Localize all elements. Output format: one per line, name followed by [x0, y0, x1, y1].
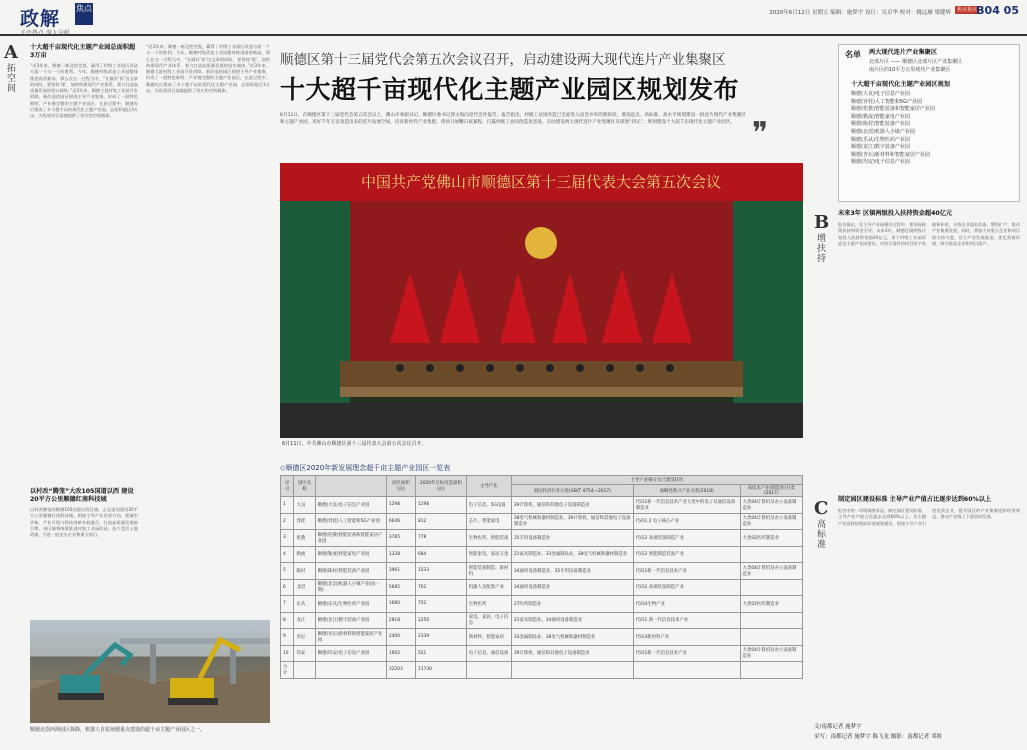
list-item: 顺德(大良)电子信息产业园: [851, 91, 910, 97]
table-cell: 1328: [386, 546, 415, 563]
congress-stage: [280, 163, 803, 438]
table-cell: [294, 662, 315, 679]
table-cell: 大类02医药制造业: [740, 530, 802, 547]
section-letter: C: [814, 498, 829, 519]
list2-title: 十大超千亩现代化主题产业园区规划: [851, 81, 950, 88]
table-cell: 代码2 高端装备制造产业: [633, 530, 740, 547]
page-tag: 焦点视点: [956, 7, 977, 13]
section-body: 报告中的一项明确要求是，制定园区建设标准，主导产业产值占比逐步达到60%以上。各主题产业园将按照高标准规划建设，围绕主导产业引进优质企业，提升园区的产业集聚度和经济效益，推动产业链上下游协同发展。: [838, 508, 1020, 526]
page-title: 十大超千亩现代化主题产业园区规划发布: [280, 75, 740, 104]
bridge-caption: 顺德北滘西海园区拆除，机器人自装场德重点建设的超千亩主题产业园区之一。: [30, 727, 206, 733]
list-item: 顺德(伦教)智能装备和智能家居产业园: [851, 106, 935, 113]
masthead: [0, 0, 1027, 36]
list1: [869, 59, 962, 74]
table-total-row: [281, 662, 803, 679]
list1-title: 两大现代连片产业集聚区: [869, 49, 938, 56]
table-body: [281, 497, 803, 679]
list-item: 顺德(均安)电子信息产业园: [851, 159, 910, 166]
name-list-box: [838, 44, 1020, 202]
list-item: 顺德(乐从)生物医药产业园: [851, 136, 910, 143]
table-cell: 10: [281, 645, 294, 662]
table-row: [281, 612, 803, 629]
table-cell: 伦教: [294, 530, 315, 547]
table-row: [281, 629, 803, 646]
excavator-scene: [30, 620, 270, 723]
table-cell: 生物医药、智能装备: [466, 530, 511, 547]
table-cell: 机器人及配套产业: [466, 579, 511, 596]
section-letter: A: [4, 42, 18, 63]
table-cell: 代码1.2 电子核心产业: [633, 513, 740, 530]
table-cell: 5: [281, 563, 294, 580]
section-title: 十大超千亩现代化主题产业园总面积超3万亩: [30, 44, 136, 59]
table-cell: 大类04计算机及办公设备制造业: [740, 645, 802, 662]
congress-photo: [280, 163, 803, 438]
table-cell: 1298: [386, 497, 415, 514]
list2: [851, 91, 935, 167]
table-cell: 龙江: [294, 612, 315, 629]
col-header: 战略性新兴产业分类(2018): [633, 485, 740, 497]
table-cell: 33金属制品业、38电气机械和器材制造业: [511, 629, 633, 646]
table-cell: 752: [415, 596, 466, 613]
table-cell: 21家具制造业、34通用设备制造业: [511, 612, 633, 629]
col-header: 高技术产业(制造业)分类(2017): [740, 485, 802, 497]
section-body: 报告指出，在主导产业园建设过程中，要坚持政策扶持和资金引导。未来3年，顺德区镇两级计划投入扶持资金超40亿元，用于村级工业园改造及主题产业园建设，对符合条件的项目给予奖励和补贴，支持企业技术改造、增资扩产，推动产业集聚发展。同时，将加大对重点企业和项目的支持力度，设立产业发展基金，优化营商环境，吸引优质企业和项目落户。: [838, 222, 1020, 246]
table-cell: 新材料、智能家居: [466, 629, 511, 646]
table-cell: 勒流: [294, 546, 315, 563]
table-cell: [315, 662, 386, 679]
table-cell: 6: [281, 579, 294, 596]
table-cell: 4: [281, 546, 294, 563]
table-cell: [740, 662, 802, 679]
table-cell: 1602: [386, 645, 415, 662]
table-cell: 代码1新一代信息技术产业: [633, 645, 740, 662]
table-cell: 3785: [386, 530, 415, 547]
table-cell: 34通用设备制造业、35专用设备制造业: [511, 563, 633, 580]
table-cell: 38电气机械和器材制造业、39计算机、通信和其他电子设备制造业: [511, 513, 633, 530]
table-cell: 顺德(伦教)智能装备和智能家居产业园: [315, 530, 386, 547]
demolition-photo: [30, 620, 270, 723]
table-cell: 陈村: [294, 563, 315, 580]
section-b-marker: [814, 212, 834, 263]
table-cell: 芯片、智能家电: [466, 513, 511, 530]
table-cell: 2250: [415, 612, 466, 629]
table-cell: 代码1新一代信息技术产业大类中的电子及通信设备制造业: [633, 497, 740, 514]
table-cell: 代码3新材料产业: [633, 629, 740, 646]
table-cell: 778: [415, 530, 466, 547]
table-cell: 812: [415, 513, 466, 530]
lead-paragraph: 6月11日，在顺德区第十三届党代会第五次会议上，佛山市委副书记、顺德区委书记郭文海向党代会作报告，报告指出，村级工业园改造已全面进入攻坚并举的新阶段。要高起点、高标准、高水平规划建设一批连片现代产业集聚区和主题产业园，用好千年万亩改造出来的连片发展空间，培育新时代产业集群，将快马加鞭日夜兼程，打赢村级工业园改造攻坚战，启动建设两大现代连片产业集聚区及谋划“四正”，规划建设十大超千亩现代化主题产业园区。: [280, 113, 746, 126]
section-word: 高标准: [815, 519, 825, 549]
box-label: 名单: [845, 50, 861, 59]
list-item: 顺德(容桂)人工智能和5G产业园: [851, 98, 922, 105]
slogan: 关注热点 深入分析: [20, 30, 70, 37]
col-header: 园区名称: [294, 476, 315, 497]
writer-credit: 文/南都记者 施梦宇: [814, 724, 862, 730]
section-c: [838, 496, 1020, 708]
table-cell: 8: [281, 612, 294, 629]
table-cell: 2339: [415, 629, 466, 646]
list-item: 北部片区 —— 顺德区北部片区产业集聚区: [869, 59, 963, 65]
brand-badge: 焦点: [75, 3, 93, 25]
table-cell: 顺德(勒流)智能家电产业园: [315, 546, 386, 563]
table-cell: 杏坛: [294, 629, 315, 646]
table-cell: 顺德(杏坛)新材料和智能家居产业园: [315, 629, 386, 646]
table-row: [281, 530, 803, 547]
table-cell: 北滘: [294, 579, 315, 596]
col-header: 序号: [281, 476, 294, 497]
table-cell: 3: [281, 530, 294, 547]
table-cell: 11730: [415, 662, 466, 679]
table-cell: 6646: [386, 513, 415, 530]
date-line: 2020年6月12日 星期五 编辑：施梦宇 设计：吴卓华 校对：姚远雁 梁健辉: [769, 10, 951, 16]
section-b: [838, 210, 1020, 484]
table-cell: 5685: [386, 579, 415, 596]
table-cell: 7: [281, 596, 294, 613]
table-cell: 代码2 智能制造装备产业: [633, 546, 740, 563]
page-number: B04 05: [976, 4, 1019, 17]
table-cell: 2400: [386, 629, 415, 646]
table-cell: 1: [281, 497, 294, 514]
table-cell: 39计算机、通信和其他电子设备制造业: [511, 497, 633, 514]
table-cell: 电子信息、5G设备: [466, 497, 511, 514]
table-row: [281, 563, 803, 580]
table-row: [281, 596, 803, 613]
quote-mark-icon: ❞: [752, 116, 769, 151]
brand-logo: 政解: [20, 8, 61, 30]
table-cell: 智能家电、家居五金: [466, 546, 511, 563]
table-row: [281, 513, 803, 530]
col-header: 主导产业: [466, 476, 511, 497]
section-a: [30, 44, 138, 503]
list-item: 南片区的10平方公里现代产业集聚区: [869, 66, 951, 73]
table-cell: 35专用设备制造业: [511, 530, 633, 547]
section-body: “近3年来，顺德一栋没挖完瓷，赢得了村级工业园区改造方面一个又一个的胜利。今年，顺德村级改造工业园整体推进再创新高，那么在这一过程当中，“在做好‘拆’这文章的同时，要坚持‘建’，加快构建现代产业体系，着力打造高质量发展的坚实载体。”近3年来，顺德大批村级工业园开发拆除，新改造的园区围绕主导产业集聚，形成了一批特色鲜明、产业链完整的主题产业园区，在此过程中，顺德先后建成了多个超千亩的现代化主题产业园，总面积超过3万亩，为优质项目落地提供了坚实的空间载体。: [30, 63, 138, 119]
section-title: 未来3年 区镇两级投入扶持资金超40亿元: [838, 210, 953, 217]
table-cell: [511, 662, 633, 679]
table-cell: 21家具制造业、33金属制品业、38电气机械和器材制造业: [511, 546, 633, 563]
section-body: 以村改腾笼的顺德105国道以西区域，正在谋划建设20平方公里顺德红南科技城，围绕主导产业发展方向，把城市更新、产业升级与科技创新有机融合，打造高质量发展新引擎。该区域将统筹推进村级工业园改造，连片盘活土地资源，引进一批龙头企业和重大项目。: [30, 507, 138, 538]
list-item: 顺德(陈村)智能装备产业园: [851, 121, 910, 128]
table-cell: 顺德(均安)电子信息产业园: [315, 645, 386, 662]
section-a-col2: [146, 44, 270, 606]
table-title: ◇顺德区2020年新发展理念超千亩主题产业园区一览表: [280, 464, 451, 472]
table-cell: 容桂: [294, 513, 315, 530]
table-cell: 顺德(陈村)智能装备产业园: [315, 563, 386, 580]
table-cell: 3961: [386, 563, 415, 580]
table-cell: 762: [415, 579, 466, 596]
section-body: “近3年来，顺德一栋没挖完瓷，赢得了村级工业园区改造方面一个又一个的胜利。今年，顺德村级改造工业园整体推进再创新高，那么在这一过程当中，“在做好‘拆’这文章的同时，要坚持‘建’，加快构建现代产业体系，着力打造高质量发展的坚实载体。”近3年来，顺德大批村级工业园开发拆除，新改造的园区围绕主导产业集聚，形成了一批特色鲜明、产业链完整的主题产业园区，在此过程中，顺德先后建成了多个超千亩的现代化主题产业园，总面积超过3万亩，为优质项目落地提供了坚实的空间载体。: [146, 44, 270, 94]
section-a-marker: [4, 42, 24, 93]
table-cell: 1298: [415, 497, 466, 514]
headline: 顺德区第十三届党代会第五次会议召开，启动建设两大现代连片产业集聚区: [280, 52, 726, 68]
park-table-section: [280, 463, 803, 679]
table-cell: [633, 662, 740, 679]
table-cell: 生物医药: [466, 596, 511, 613]
table-cell: 大类04计算机及办公设备制造业: [740, 563, 802, 580]
section-a2: [30, 488, 138, 617]
section-word: 增扶持: [815, 233, 825, 263]
photo-banner: 中国共产党佛山市顺德区第十三届代表大会第五次会议: [360, 173, 722, 191]
table-row: [281, 579, 803, 596]
table-cell: 大类04计算机及办公设备制造业: [740, 513, 802, 530]
table-cell: 合计: [281, 662, 294, 679]
table-row: [281, 546, 803, 563]
group-header: 主导产业细分及已建设状况: [511, 476, 802, 485]
col-header: 国民经济行业分类(GB/T 4754—2017): [511, 485, 633, 497]
table-cell: 代码4生物产业: [633, 596, 740, 613]
table-cell: 电子信息、通信设备: [466, 645, 511, 662]
section-title: 以村改“腾笼”大改105国道以西 建设20平方公里顺德红南科技城: [30, 488, 134, 503]
table-cell: [740, 579, 802, 596]
col-header: [315, 476, 386, 497]
table-cell: 大类02医药制造业: [740, 596, 802, 613]
section-word: 拓空间: [5, 63, 15, 93]
table-cell: 顺德(大良)电子信息产业园: [315, 497, 386, 514]
table-cell: 代码2 高端装备制造产业: [633, 579, 740, 596]
list-item: 顺德(北滘)机器人小镇产业园: [851, 128, 915, 135]
section-title: 制定园区建设标准 主导产业产值占比逐步达到60%以上: [838, 496, 992, 503]
table-cell: 智能装备制造、新材料: [466, 563, 511, 580]
table-cell: [466, 662, 511, 679]
section-c-marker: [814, 498, 834, 549]
col-header: 园区面积(亩): [386, 476, 415, 497]
col-header: 2020年目标改造面积(亩): [415, 476, 466, 497]
list-item: 顺德(勒流)智能家电产业园: [851, 113, 910, 120]
table-cell: [740, 612, 802, 629]
table-cell: 34通用设备制造业: [511, 579, 633, 596]
table-row: [281, 645, 803, 662]
table-cell: 大良: [294, 497, 315, 514]
table-cell: 39计算机、通信和其他电子设备制造业: [511, 645, 633, 662]
table-cell: 代码1 新一代信息技术产业: [633, 612, 740, 629]
section-letter: B: [814, 212, 830, 233]
table-cell: 2: [281, 513, 294, 530]
table-cell: 521: [415, 645, 466, 662]
table-cell: 32203: [386, 662, 415, 679]
table-cell: 代码1新一代信息技术产业: [633, 563, 740, 580]
photo-caption: 6月11日，中共佛山市顺德区第十三届代表大会第五次会议召开。: [282, 441, 427, 447]
table-cell: 1533: [415, 563, 466, 580]
table-row: [281, 497, 803, 514]
list-item: 顺德(杏坛)新材料和智能家居产业园: [851, 151, 930, 158]
table-cell: 顺德(乐从)生物医药产业园: [315, 596, 386, 613]
table-cell: 乐从: [294, 596, 315, 613]
table-cell: 顺德(容桂)人工智能和5G产业园: [315, 513, 386, 530]
table-cell: 1680: [386, 596, 415, 613]
table-cell: 9: [281, 629, 294, 646]
editor-credit: 采写：南都记者 施梦宇 陈飞龙 摄影：南都记者 邓娇: [814, 734, 942, 740]
table-cell: [740, 546, 802, 563]
table-cell: 顺德(龙江)数字装备产业园: [315, 612, 386, 629]
table-cell: [740, 629, 802, 646]
park-table: [280, 475, 803, 679]
table-cell: 顺德(北滘)机器人小镇产业园(一期): [315, 579, 386, 596]
list-item: 顺德(龙江)数字装备产业园: [851, 144, 910, 151]
table-cell: 大类04计算机及办公设备制造业: [740, 497, 802, 514]
table-cell: 684: [415, 546, 466, 563]
table-cell: 均安: [294, 645, 315, 662]
table-cell: 2818: [386, 612, 415, 629]
table-cell: 27医药制造业: [511, 596, 633, 613]
table-cell: 家电、家居、电子信息: [466, 612, 511, 629]
